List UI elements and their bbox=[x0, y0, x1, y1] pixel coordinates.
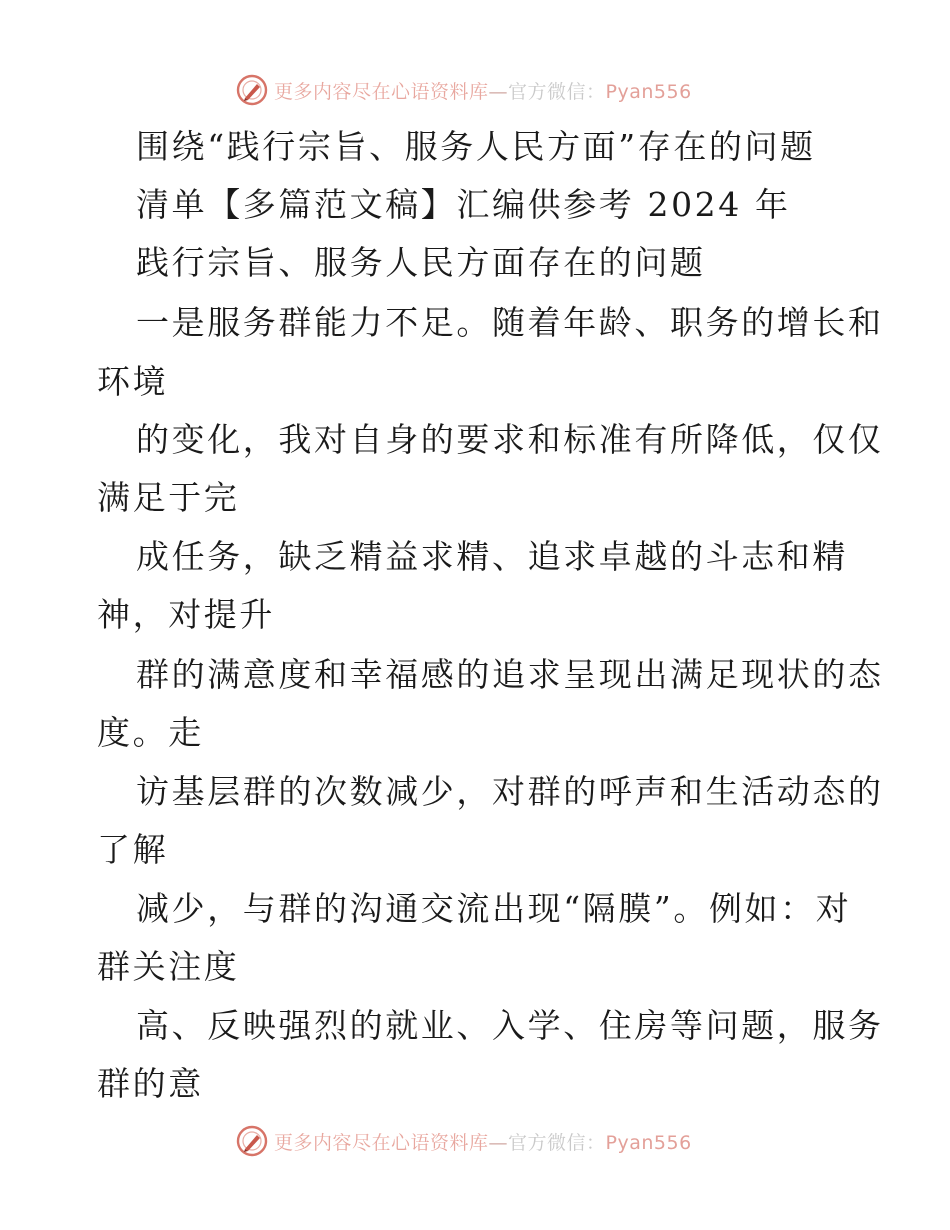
paragraph-line: 了解 bbox=[97, 830, 169, 869]
paragraph-line: 群的满意度和幸福感的追求呈现出满足现状的态 bbox=[136, 655, 884, 694]
header-watermark bbox=[236, 73, 692, 107]
pen-logo-icon bbox=[236, 1125, 268, 1157]
paragraph-line: 减少，与群的沟通交流出现“隔膜”。例如：对 bbox=[136, 889, 852, 928]
watermark-brand: 更多内容尽在心语资料库 bbox=[274, 1131, 489, 1154]
paragraph-line: 环境 bbox=[97, 362, 169, 401]
paragraph-line: 一是服务群能力不足。随着年龄、职务的增长和 bbox=[136, 303, 884, 342]
paragraph-line: 的变化，我对自身的要求和标准有所降低，仅仅 bbox=[136, 420, 884, 459]
document-title-line-1: 围绕“践行宗旨、服务人民方面”存在的问题 bbox=[136, 127, 816, 166]
paragraph-line: 访基层群的次数减少，对群的呼声和生活动态的 bbox=[136, 772, 884, 811]
paragraph-line: 成任务，缺乏精益求精、追求卓越的斗志和精 bbox=[136, 537, 848, 576]
document-title-line-2: 清单【多篇范文稿】汇编供参考 2024 年 bbox=[136, 185, 791, 224]
watermark-wechat-id: Pyan556 bbox=[605, 1131, 692, 1154]
watermark-brand: 更多内容尽在心语资料库 bbox=[274, 80, 489, 103]
paragraph-line: 满足于完 bbox=[97, 478, 240, 517]
watermark-wechat-id: Pyan556 bbox=[605, 80, 692, 103]
section-heading: 践行宗旨、服务人民方面存在的问题 bbox=[136, 243, 706, 282]
paragraph-line: 高、反映强烈的就业、入学、住房等问题，服务 bbox=[136, 1006, 884, 1045]
paragraph-line: 群关注度 bbox=[97, 947, 240, 986]
paragraph-line: 度。走 bbox=[97, 713, 204, 752]
watermark-official: 官方微信： bbox=[508, 80, 606, 103]
footer-watermark bbox=[236, 1124, 692, 1158]
watermark-separator: — bbox=[488, 1131, 509, 1154]
paragraph-line: 神，对提升 bbox=[97, 595, 275, 634]
watermark-text bbox=[274, 77, 692, 104]
paragraph-line: 群的意 bbox=[97, 1064, 204, 1103]
watermark-official: 官方微信： bbox=[508, 1131, 606, 1154]
pen-logo-icon bbox=[236, 74, 268, 106]
watermark-text bbox=[274, 1128, 692, 1155]
watermark-separator: — bbox=[488, 80, 509, 103]
